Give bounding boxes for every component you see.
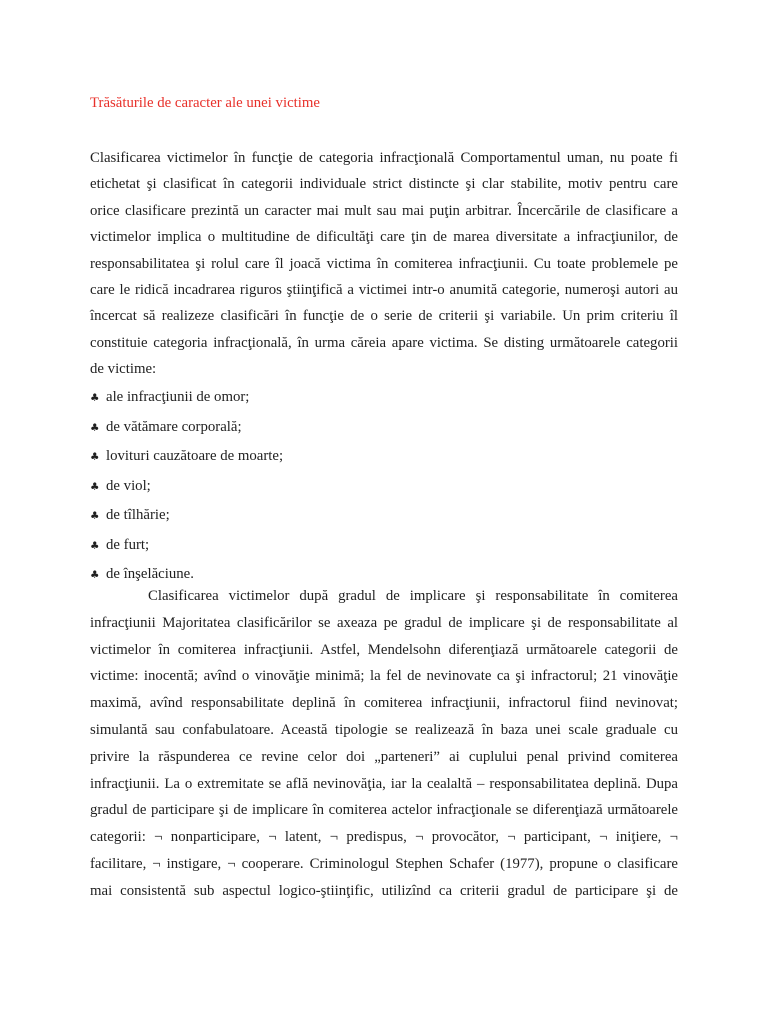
club-bullet-icon: ♣ — [90, 539, 100, 552]
text-line: etichetat şi clasificat în categorii individuale strict distincte şi clar stabilite, motiv pentru care — [90, 176, 678, 193]
list-item-text: de tîlhărie; — [106, 507, 170, 523]
text-line: mai consistentă sub aspectul logico-ştiinţific, utilizînd ca criterii gradul de participare şi de — [90, 882, 678, 899]
text-line: gradul de participare şi de implicare în comiterea actelor infracţionale se diferenţiază următoarele — [90, 802, 678, 819]
club-bullet-icon: ♣ — [90, 392, 100, 404]
text-line: categorii: ¬ nonparticipare, ¬ latent, ¬ predispus, ¬ provocător, ¬ participant, ¬ iniţiere, ¬ — [90, 829, 678, 846]
text-line: încercat să realizeze clasificări în funcţie de o serie de criterii şi variabile. Un prim criteriu îl — [90, 308, 678, 325]
list-item — [90, 501, 678, 531]
list-item — [90, 413, 678, 443]
intro-paragraph — [90, 145, 678, 383]
list-item-text: de furt; — [106, 536, 150, 553]
text-line: infracţiunii. La o extremitate se află nevinovăţia, iar la cealaltă – responsabilitatea deplină. Dupa — [90, 775, 678, 792]
club-bullet-icon: ♣ — [90, 421, 100, 434]
victim-category-list — [90, 383, 678, 590]
list-item — [90, 442, 678, 472]
list-item — [90, 531, 678, 561]
text-line: Clasificarea victimelor în funcţie de categoria infracţională Comportamentul uman, nu poate fi — [90, 150, 678, 166]
club-bullet-icon: ♣ — [90, 510, 100, 522]
text-line: care le ridică incadrarea riguros ştiinţifică a victimei intr-o anumită categorie, numeroşi autori au — [90, 282, 678, 299]
club-bullet-icon: ♣ — [90, 569, 100, 581]
list-item — [90, 472, 678, 502]
text-line: victimelor în comiterea infracţiunii. Astfel, Mendelsohn diferenţiază următoarele categorii de — [90, 641, 678, 658]
text-line: orice clasificare prezintă un caracter mai mult sau mai puţin arbitrar. Încercările de clasificare a — [90, 202, 678, 219]
text-line: responsabilitatea şi rolul care îl joacă victima în comiterea infracţiunii. Cu toate problemele pe — [90, 255, 678, 272]
text-line: privire la răspunderea ce revine celor doi „parteneri” ai cuplului penal privind comiterea — [90, 748, 678, 765]
list-item-text: lovituri cauzătoare de moarte; — [106, 448, 284, 464]
second-paragraph — [90, 583, 678, 905]
club-bullet-icon: ♣ — [90, 451, 100, 463]
text-line: victimelor implica o multitudine de dificultăţi care ţin de marea diversitate a infracţiunilor, de — [90, 229, 678, 246]
text-line: maximă, avînd responsabilitate deplină în comiterea infracţiunii, infractorul fiind nevinovat; — [90, 695, 678, 712]
text-line: victime: inocentă; avînd o vinovăţie minimă; la fel de nevinovate ca şi infractorul; 21 vinovăţie — [90, 668, 678, 685]
text-line: Clasificarea victimelor după gradul de implicare şi responsabilitate în comiterea — [148, 588, 678, 604]
list-item-text: de înşelăciune. — [106, 566, 194, 582]
list-item-text: ale infracţiunii de omor; — [106, 389, 250, 405]
text-line: de victime: — [90, 361, 157, 378]
text-line: infracţiunii Majoritatea clasificărilor se axeaza pe gradul de implicare şi de responsabilitate al — [90, 614, 678, 631]
page-title: Trăsăturile de caracter ale unei victime — [90, 95, 320, 111]
text-line: facilitare, ¬ instigare, ¬ cooperare. Criminologul Stephen Schafer (1977), propune o clasificare — [90, 855, 678, 872]
text-line: constituie categoria infracţională, în urma căreia apare victima. Se disting următoarele categorii — [90, 334, 678, 351]
list-item-text: de viol; — [106, 477, 151, 494]
club-bullet-icon: ♣ — [90, 480, 100, 493]
text-line: simulantă sau confabulatoare. Această tipologie se realizează în baza unei scale graduale cu — [90, 721, 678, 738]
list-item-text: de vătămare corporală; — [106, 418, 242, 435]
list-item — [90, 383, 678, 413]
